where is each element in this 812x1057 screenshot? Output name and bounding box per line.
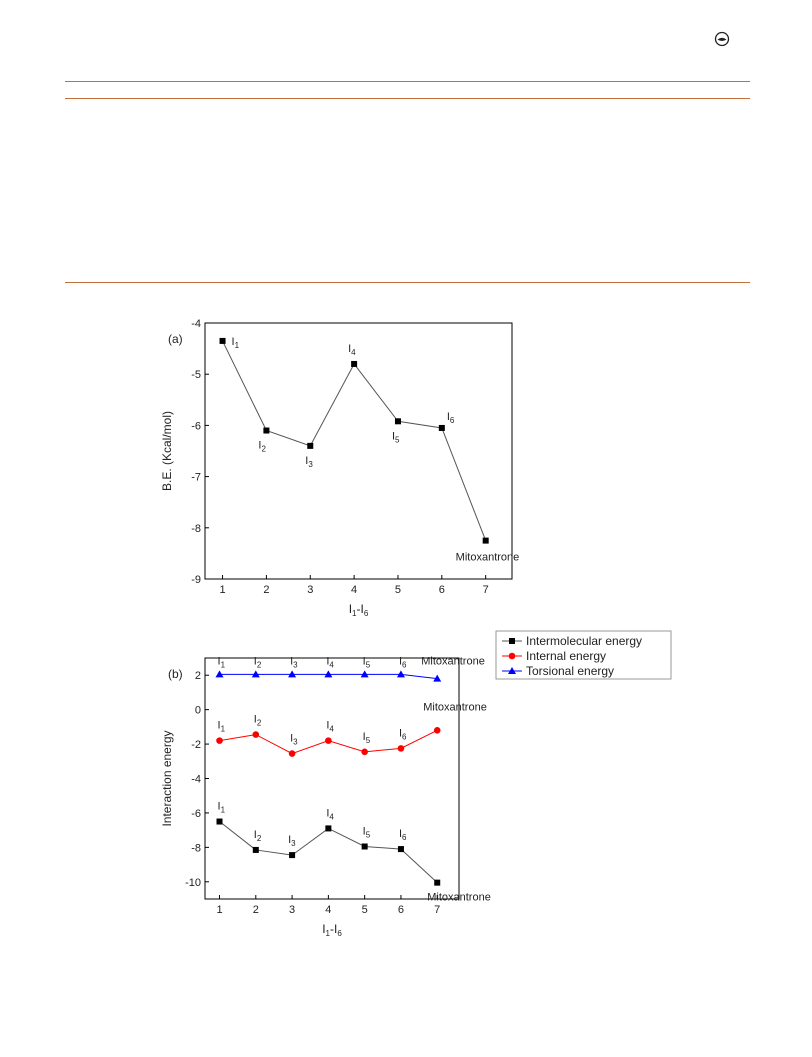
x-tick-label: 5 (394, 584, 402, 596)
x-tick-label: 1 (216, 904, 223, 916)
point-label-be-main: I (305, 454, 309, 467)
x-tick-label: 4 (351, 584, 358, 596)
y-tick-label: -6 (191, 420, 201, 433)
point-label-be-main: I (258, 439, 262, 452)
point-label-torsional-sub: 3 (293, 660, 298, 670)
plot-frame (205, 658, 459, 899)
data-point-intermolecular (217, 819, 223, 825)
point-label-internal (218, 720, 226, 734)
legend-label-torsional: Torsional energy (526, 664, 615, 678)
point-label-torsional-main: I (398, 655, 403, 668)
point-label-torsional-sub: 1 (220, 660, 226, 670)
y-tick-label: -7 (191, 471, 201, 484)
point-label-intermolecular-main: I (217, 800, 221, 813)
data-point-internal (434, 727, 441, 734)
y-tick-label: -4 (191, 773, 201, 786)
point-label-intermolecular-sub: 5 (365, 830, 371, 840)
data-point-intermolecular (398, 846, 404, 852)
y-tick-label: 0 (194, 704, 201, 717)
point-label-be-main: I (446, 410, 450, 423)
data-point-intermolecular (253, 847, 259, 853)
point-label-internal (363, 731, 371, 745)
y-tick-label: -4 (191, 318, 201, 330)
point-label-torsional (399, 655, 407, 669)
y-tick-label: -8 (191, 522, 201, 535)
point-label-intermolecular-sub: 2 (256, 833, 262, 843)
point-label-torsional-sub: 6 (402, 660, 407, 670)
point-label-internal (290, 733, 298, 747)
point-label-be-main: I (231, 335, 235, 348)
panel-label: (b) (168, 667, 183, 681)
x-tick-label: 1 (219, 584, 226, 596)
legend-marker-intermolecular (509, 638, 515, 644)
data-point-internal (398, 745, 405, 752)
point-label-intermolecular-main: I (326, 807, 330, 820)
point-label-torsional (326, 655, 334, 669)
point-label-intermolecular-main: Mitoxantrone (427, 891, 491, 904)
y-tick-label: -10 (185, 876, 201, 889)
y-tick-label: -8 (191, 842, 201, 855)
point-label-internal-main: I (290, 732, 294, 745)
point-label-internal (254, 714, 262, 728)
point-label-torsional (254, 655, 262, 669)
point-label-intermolecular (427, 892, 491, 904)
point-label-intermolecular (326, 807, 334, 821)
point-label-be-main: I (391, 430, 396, 443)
x-tick-label: 4 (325, 904, 332, 916)
data-point-intermolecular (289, 852, 295, 858)
data-point-internal (361, 749, 368, 756)
x-tick-label: 5 (361, 904, 368, 916)
point-label-internal-main: Mitoxantrone (423, 701, 487, 714)
point-label-be-sub: 2 (261, 444, 266, 454)
point-label-internal-main: I (362, 730, 366, 743)
y-tick-label: 2 (194, 670, 201, 683)
point-label-torsional (290, 655, 298, 669)
point-label-intermolecular (288, 834, 296, 848)
x-axis-title-mid: -I (356, 602, 364, 616)
x-axis-title-main: I (322, 922, 326, 936)
point-label-internal-sub: 2 (256, 718, 262, 728)
point-label-torsional-main: I (290, 655, 294, 668)
x-axis-title-main: I (348, 602, 353, 616)
point-label-be-sub: 5 (395, 435, 400, 445)
point-label-intermolecular (363, 825, 371, 839)
point-label-intermolecular-main: I (288, 834, 292, 847)
point-label-internal-sub: 6 (402, 732, 407, 742)
y-axis-title: Interaction energy (160, 730, 174, 827)
point-label-torsional-main: I (253, 655, 257, 668)
point-label-internal (423, 701, 487, 713)
point-label-be-main: Mitoxantrone (455, 551, 520, 564)
point-label-torsional-sub: 2 (256, 660, 262, 670)
y-axis-title: B.E. (Kcal/mol) (160, 410, 174, 492)
point-label-be-sub: 1 (234, 340, 240, 350)
point-label-torsional-sub: 4 (329, 660, 334, 670)
point-label-torsional-sub: 5 (365, 660, 371, 670)
point-label-torsional (363, 655, 371, 669)
x-axis-title-sub2: 6 (337, 929, 342, 938)
point-label-intermolecular (218, 801, 226, 815)
data-point-intermolecular (434, 880, 440, 886)
point-label-intermolecular (254, 829, 262, 843)
x-tick-label: 7 (434, 904, 441, 916)
point-label-internal-main: I (217, 719, 221, 732)
point-label-be-sub: 4 (351, 347, 356, 357)
point-label-intermolecular-main: I (398, 828, 403, 841)
x-tick-label: 6 (438, 584, 445, 596)
x-tick-label: 7 (482, 584, 489, 596)
point-label-torsional-main: I (217, 655, 221, 668)
point-label-internal (326, 720, 334, 734)
point-label-internal-main: I (398, 727, 403, 740)
point-label-intermolecular-sub: 3 (291, 839, 296, 849)
x-tick-label: 6 (397, 904, 405, 916)
point-label-intermolecular-sub: 6 (402, 833, 407, 843)
x-axis-title-sub1: 1 (325, 929, 330, 938)
point-label-torsional (421, 656, 485, 668)
x-axis-title (322, 922, 342, 938)
point-label-intermolecular-main: I (362, 825, 366, 838)
legend-label-intermolecular: Intermolecular energy (526, 634, 643, 648)
point-label-intermolecular (399, 828, 407, 842)
x-tick-label: 3 (289, 904, 296, 916)
point-label-torsional-main: Mitoxantrone (421, 655, 485, 668)
point-label-be-sub: 3 (308, 459, 313, 469)
point-label-intermolecular-main: I (253, 828, 257, 841)
y-tick-label: -2 (191, 739, 201, 752)
point-label-torsional-main: I (326, 655, 330, 668)
legend-marker-internal (509, 653, 516, 660)
point-label-internal-sub: 4 (329, 724, 334, 734)
point-label-internal-sub: 1 (220, 724, 226, 734)
point-label-internal-main: I (253, 713, 257, 726)
point-label-torsional (218, 655, 226, 669)
y-tick-label: -6 (191, 807, 201, 820)
data-point-internal (289, 750, 296, 757)
point-label-torsional-main: I (362, 655, 366, 668)
legend-label-internal: Internal energy (526, 649, 607, 663)
x-axis-title-mid: -I (330, 922, 338, 936)
x-tick-label: 2 (263, 584, 270, 596)
data-point-internal (216, 737, 223, 744)
point-label-intermolecular-sub: 1 (220, 805, 226, 815)
x-axis-title-sub1: 1 (352, 609, 357, 618)
data-point-intermolecular (362, 843, 368, 849)
x-tick-label: 3 (307, 584, 314, 596)
data-point-internal (253, 731, 260, 738)
point-label-internal (399, 727, 407, 741)
point-label-internal-main: I (326, 719, 330, 732)
point-label-internal-sub: 5 (365, 735, 371, 745)
y-tick-label: -9 (191, 574, 201, 586)
panel-label: (a) (168, 332, 183, 346)
data-point-intermolecular (325, 825, 331, 831)
data-point-internal (325, 737, 332, 744)
y-tick-label: -5 (191, 369, 201, 382)
x-tick-label: 2 (252, 904, 259, 916)
point-label-be-sub: 6 (449, 415, 455, 425)
point-label-internal-sub: 3 (293, 737, 298, 747)
point-label-intermolecular-sub: 4 (329, 812, 334, 822)
x-axis-title-sub2: 6 (363, 609, 369, 618)
point-label-be-main: I (348, 342, 352, 355)
